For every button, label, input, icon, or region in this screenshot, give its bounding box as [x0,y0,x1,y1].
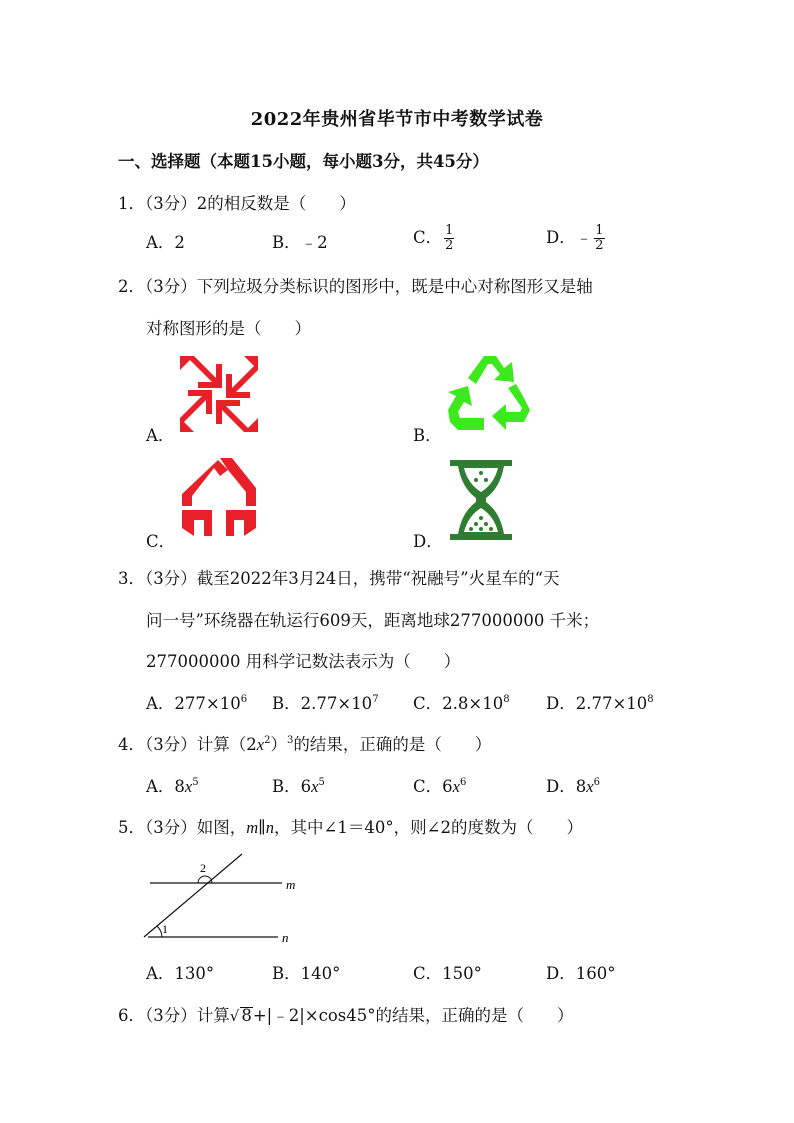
hourglass-icon [446,458,516,542]
question-1-stem: 1．（3分）2的相反数是（ ） [118,194,356,213]
question-3-stem-line2: 问一号”环绕器在轨运行609天，距离地球277000000 千米； [146,611,600,630]
q1-option-b[interactable]: B．﹣2 [272,233,328,252]
q4-option-d[interactable]: D．$8x^6$ [546,777,600,796]
question-6-stem: 6．（3分）计算√ 8+|﹣2|×cos45°的结果，正确的是（ ） [118,1006,574,1025]
page-title: 2022年贵州省毕节市中考数学试卷 [250,109,544,130]
parallel-lines-figure [140,848,310,948]
question-3-stem-line3: 277000000 用科学记数法表示为（ ） [146,652,461,671]
q4-option-b[interactable]: B．$6x^5$ [272,777,325,796]
q5-option-b[interactable]: B．140° [272,964,341,983]
angle-2-label: 2 [200,861,206,875]
line-m-label: m [286,877,296,892]
q3-option-d[interactable]: D．$2.77\times 10^8$ [546,694,654,713]
q1-option-d-label: D．﹣ [546,228,593,247]
question-2-stem-line2: 对称图形的是（ ） [146,319,311,338]
q4-option-a[interactable]: A．$8x^5$ [146,777,199,796]
recycle-house-icon [176,456,262,544]
q1-option-a[interactable]: A．2 [146,233,185,252]
q1-option-c-label: C． [413,228,443,247]
q4-option-c[interactable]: C．$6x^6$ [413,777,467,796]
q3-option-b[interactable]: B．$2.77\times 10^7$ [272,694,379,713]
q2-option-d[interactable]: D． [413,532,443,551]
q3-option-a[interactable]: A．$277\times 10^6$ [146,694,248,713]
angle-1-label: 1 [162,922,168,936]
q1-option-d[interactable] [546,224,605,253]
q5-option-d[interactable]: D．160° [546,964,616,983]
q2-option-b[interactable]: B． [413,426,442,445]
recycle-triangle-icon [444,352,536,436]
q5-option-a[interactable]: A．130° [146,964,215,983]
question-5-stem: 5．（3分）如图，m∥n，其中∠1＝40°，则∠2的度数为（ ） [118,818,583,837]
recycle-arrows-in-icon [176,352,262,436]
fraction: $\frac{1}{2}$ [595,223,604,253]
question-4-stem: 4．（3分）计算$(2x^2)^3$的结果，正确的是（ ） [118,735,492,754]
question-2-stem-line1: 2．（3分）下列垃圾分类标识的图形中，既是中心对称图形又是轴 [118,277,593,296]
q1-option-c[interactable] [413,224,454,253]
q5-option-c[interactable]: C．150° [413,964,482,983]
question-3-stem-line1: 3．（3分）截至2022年3月24日，携带“祝融号”火星车的“天 [118,569,560,588]
q2-option-a[interactable]: A． [146,426,175,445]
fraction: $\frac{1}{2}$ [445,223,454,253]
sqrt-radicand: 8 [241,1006,252,1025]
section-heading: 一、选择题（本题15小题，每小题3分，共45分） [118,152,489,171]
q3-option-c[interactable]: C．$2.8\times 10^8$ [413,694,510,713]
q2-option-c[interactable]: C． [146,532,176,551]
line-n-label: n [282,930,289,945]
